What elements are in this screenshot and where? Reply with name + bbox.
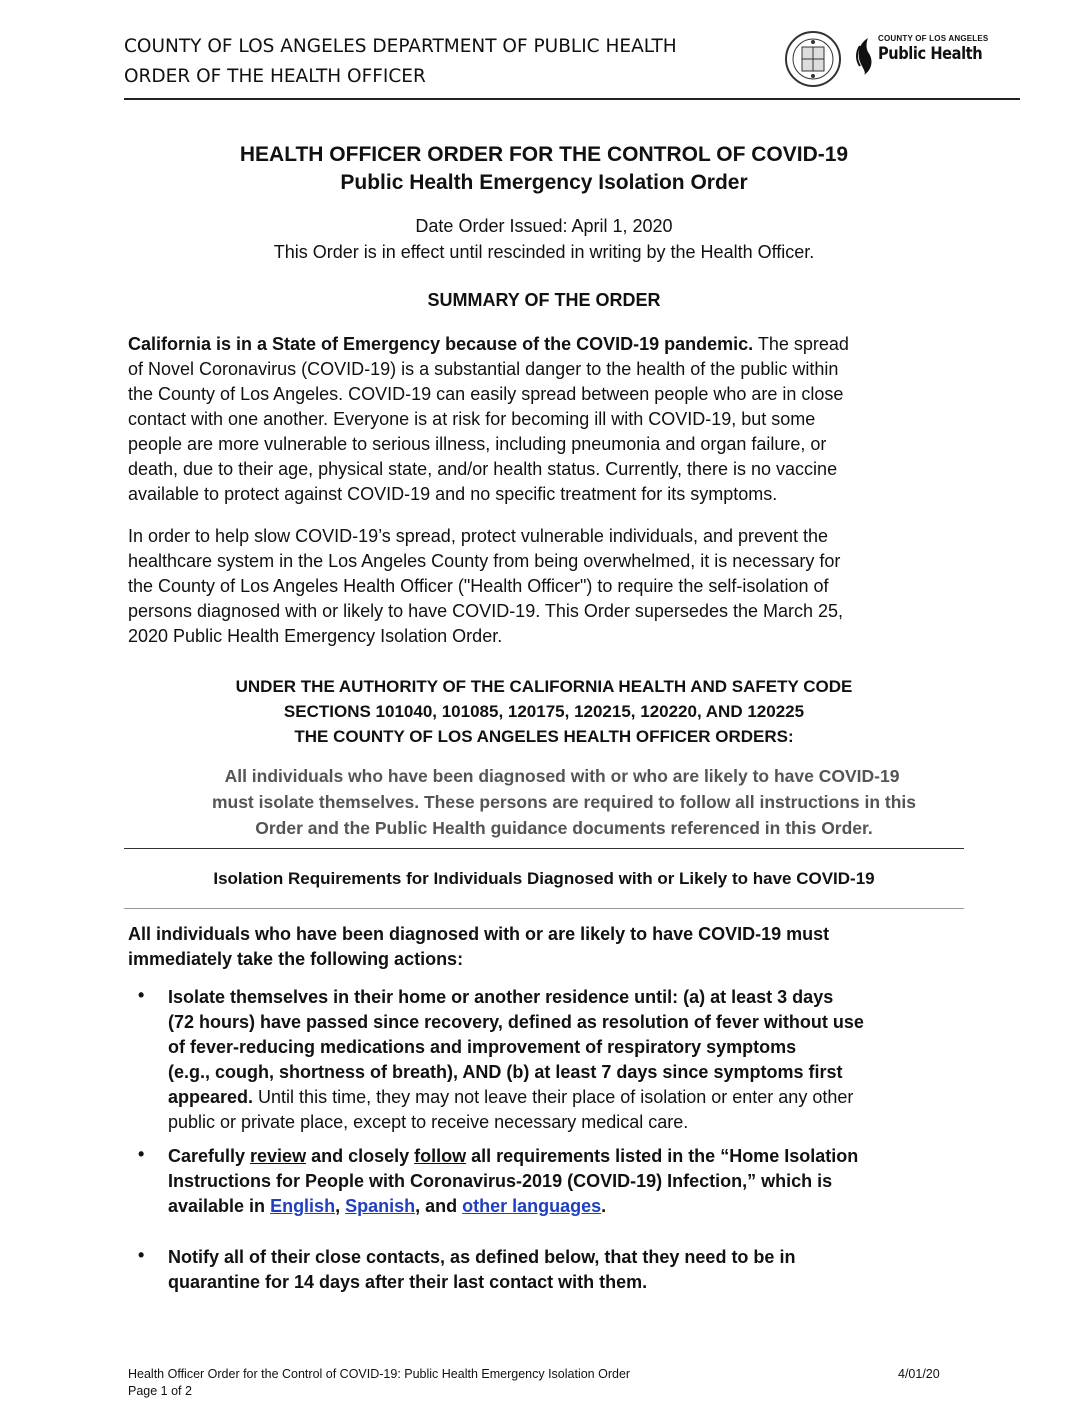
footer-title: Health Officer Order for the Control of COVID-19: Public Health Emergency Isolation Order bbox=[128, 1367, 631, 1381]
order-effect-note: This Order is in effect until rescinded in writing by the Health Officer. bbox=[273, 242, 815, 262]
bullet-line: Isolate themselves in their home or another residence until: (a) at least 3 days bbox=[168, 987, 834, 1007]
text-run: all requirements listed in the “Home Isolation bbox=[466, 1146, 859, 1166]
bullet-line: Notify all of their close contacts, as defined below, that they need to be in bbox=[168, 1247, 796, 1267]
page-header bbox=[124, 30, 1020, 100]
text-run: appeared. bbox=[168, 1087, 254, 1107]
intro-line: immediately take the following actions: bbox=[128, 949, 464, 969]
order-date: Date Order Issued: April 1, 2020 bbox=[415, 216, 673, 236]
paragraph-line bbox=[128, 332, 849, 356]
english-link[interactable]: English bbox=[270, 1196, 336, 1216]
paragraph-line: of Novel Coronavirus (COVID-19) is a substantial danger to the health of the public within bbox=[128, 359, 839, 379]
public-health-logo-mark-icon bbox=[854, 36, 876, 76]
logo-public-health-text: Public Health bbox=[878, 44, 983, 64]
order-title: HEALTH OFFICER ORDER FOR THE CONTROL OF COVID-19 bbox=[239, 143, 849, 166]
paragraph-line: the County of Los Angeles Health Officer ("Health Officer") to require the self-isolation of bbox=[128, 576, 829, 596]
review-emphasis: review bbox=[250, 1146, 307, 1166]
bullet-line bbox=[168, 1144, 858, 1168]
paragraph-line: In order to help slow COVID-19’s spread, protect vulnerable individuals, and prevent the bbox=[128, 526, 829, 546]
paragraph-line: healthcare system in the Los Angeles County from being overwhelmed, it is necessary for bbox=[128, 551, 841, 571]
bullet-line bbox=[168, 1085, 853, 1109]
logo-county-text: COUNTY OF LOS ANGELES bbox=[878, 34, 989, 43]
orders-line: All individuals who have been diagnosed with or who are likely to have COVID-19 bbox=[224, 766, 900, 786]
authority-line: THE COUNTY OF LOS ANGELES HEALTH OFFICER ORDERS: bbox=[294, 727, 794, 746]
text-run: . bbox=[601, 1196, 607, 1216]
text-run: Until this time, they may not leave their place of isolation or enter any other bbox=[253, 1087, 854, 1107]
text-run: The spread bbox=[753, 334, 849, 354]
bullet-line: (e.g., cough, shortness of breath), AND (b) at least 7 days since symptoms first bbox=[168, 1062, 843, 1082]
text-run: Carefully bbox=[168, 1146, 251, 1166]
paragraph-line: 2020 Public Health Emergency Isolation Order. bbox=[128, 626, 503, 646]
isolation-requirements-heading: Isolation Requirements for Individuals Diagnosed with or Likely to have COVID-19 bbox=[213, 869, 875, 888]
text-run: , bbox=[335, 1196, 346, 1216]
emergency-statement: California is in a State of Emergency because of the COVID-19 pandemic. bbox=[128, 334, 754, 354]
paragraph-line: available to protect against COVID-19 and no specific treatment for its symptoms. bbox=[128, 484, 778, 504]
summary-heading: SUMMARY OF THE ORDER bbox=[427, 290, 661, 310]
bullet-icon: • bbox=[138, 985, 145, 1005]
authority-line: UNDER THE AUTHORITY OF THE CALIFORNIA HEALTH AND SAFETY CODE bbox=[235, 677, 853, 696]
page-number: Page 1 of 2 bbox=[128, 1384, 192, 1398]
public-health-logo bbox=[854, 34, 994, 80]
text-run: and closely bbox=[306, 1146, 415, 1166]
section-divider bbox=[124, 848, 964, 849]
header-department: COUNTY OF LOS ANGELES DEPARTMENT OF PUBLIC HEALTH bbox=[124, 36, 677, 57]
bullet-line: quarantine for 14 days after their last contact with them. bbox=[168, 1272, 648, 1292]
bullet-line: of fever-reducing medications and improvement of respiratory symptoms bbox=[168, 1037, 797, 1057]
other-languages-link[interactable]: other languages bbox=[462, 1196, 602, 1216]
paragraph-line: people are more vulnerable to serious illness, including pneumonia and organ failure, or bbox=[128, 434, 827, 454]
county-seal-icon bbox=[784, 30, 842, 88]
intro-line: All individuals who have been diagnosed with or are likely to have COVID-19 must bbox=[128, 924, 830, 944]
bullet-icon: • bbox=[138, 1245, 145, 1265]
follow-emphasis: follow bbox=[414, 1146, 467, 1166]
text-run: , and bbox=[415, 1196, 463, 1216]
paragraph-line: death, due to their age, physical state, and/or health status. Currently, there is no vaccine bbox=[128, 459, 838, 479]
authority-line: SECTIONS 101040, 101085, 120175, 120215, 120220, AND 120225 bbox=[283, 702, 805, 721]
bullet-icon: • bbox=[138, 1144, 145, 1164]
orders-line: Order and the Public Health guidance documents referenced in this Order. bbox=[255, 818, 873, 838]
paragraph-line: contact with one another. Everyone is at risk for becoming ill with COVID-19, but some bbox=[128, 409, 816, 429]
section-divider bbox=[124, 908, 964, 909]
header-order-title: ORDER OF THE HEALTH OFFICER bbox=[124, 66, 426, 87]
spanish-link[interactable]: Spanish bbox=[345, 1196, 416, 1216]
orders-line: must isolate themselves. These persons are required to follow all instructions in this bbox=[211, 792, 917, 812]
paragraph-line: persons diagnosed with or likely to have COVID-19. This Order supersedes the March 25, bbox=[128, 601, 844, 621]
bullet-line bbox=[168, 1194, 606, 1218]
bullet-line: (72 hours) have passed since recovery, defined as resolution of fever without use bbox=[168, 1012, 864, 1032]
bullet-line: Instructions for People with Coronavirus-2019 (COVID-19) Infection,” which is bbox=[168, 1171, 833, 1191]
paragraph-line: the County of Los Angeles. COVID-19 can easily spread between people who are in close bbox=[128, 384, 844, 404]
order-subtitle: Public Health Emergency Isolation Order bbox=[340, 171, 748, 194]
footer-date: 4/01/20 bbox=[898, 1367, 940, 1381]
text-run: available in bbox=[168, 1196, 271, 1216]
bullet-line: public or private place, except to receive necessary medical care. bbox=[168, 1112, 689, 1132]
